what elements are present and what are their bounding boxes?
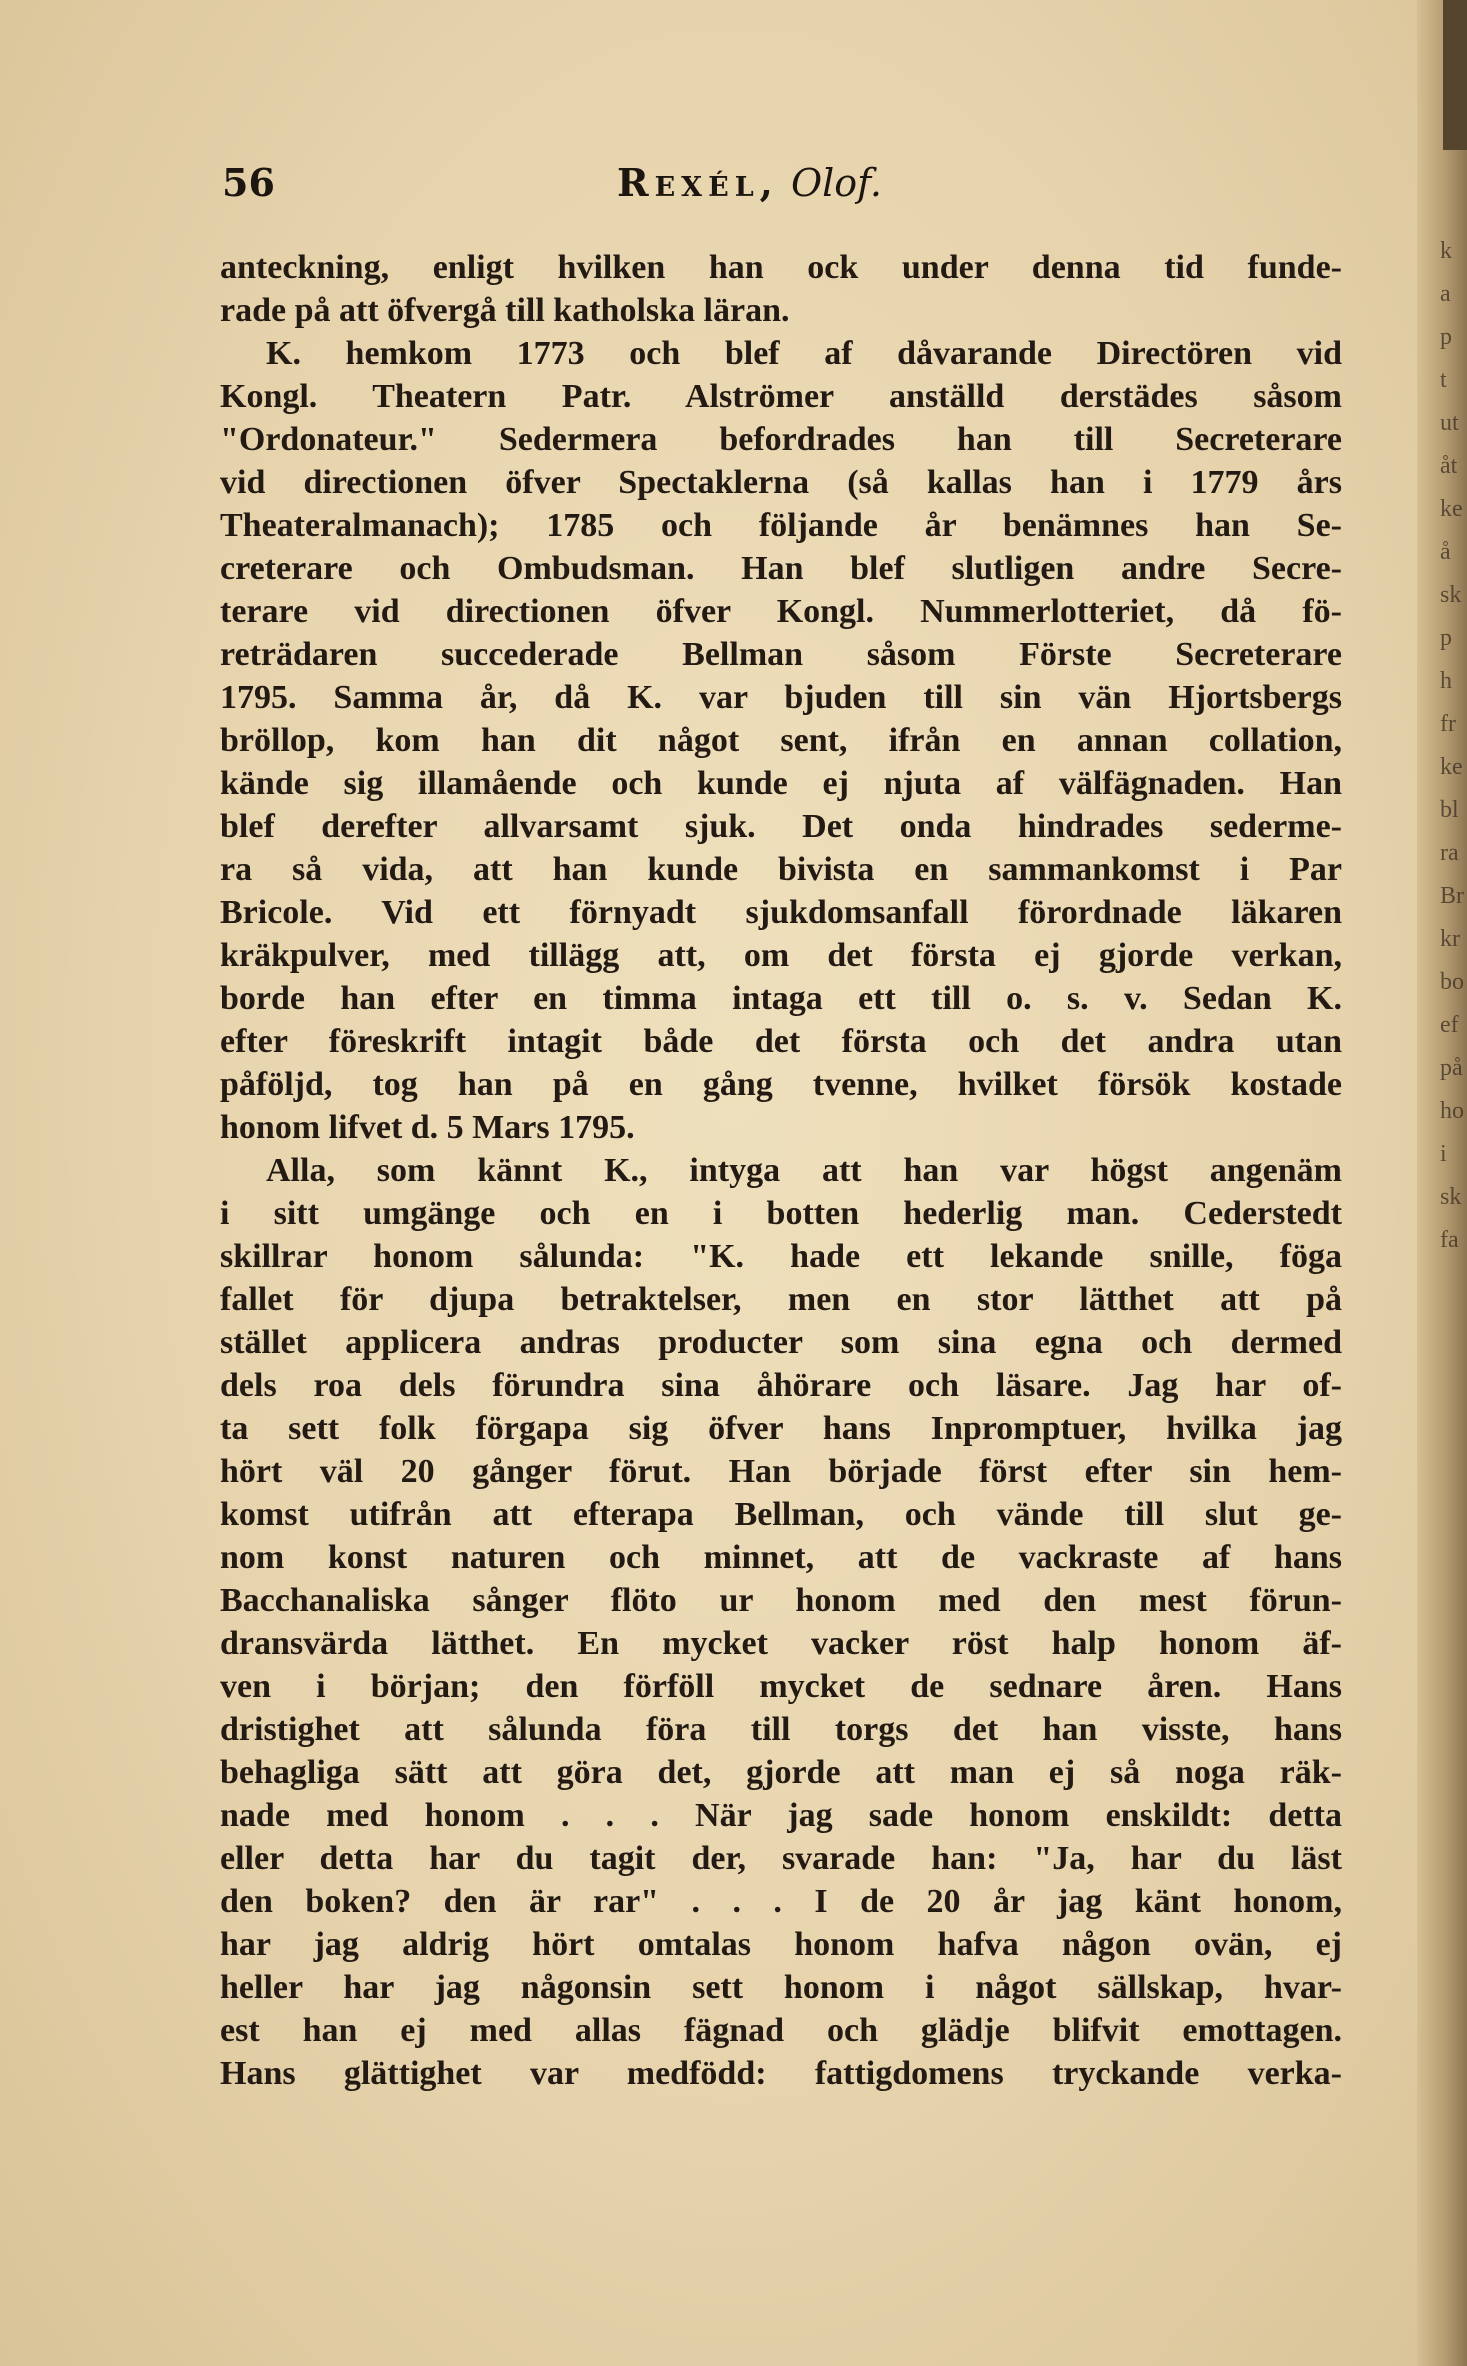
text-line: Alla, som kännt K., intyga att han var högst angenäm [266, 1152, 1342, 1189]
text-line: hört väl 20 gånger förut. Han började först efter sin hem- [220, 1453, 1342, 1490]
running-head-surname: Rexél, [617, 160, 779, 205]
text-line: behagliga sätt att göra det, gjorde att man ej så noga räk- [220, 1754, 1342, 1791]
margin-mark: k [1440, 238, 1452, 264]
text-line: blef derefter allvarsamt sjuk. Det onda hindrades sederme- [220, 808, 1342, 845]
margin-mark: sk [1440, 582, 1462, 608]
text-line: reträdaren succederade Bellman såsom Förste Secreterare [220, 636, 1342, 673]
text-line: honom lifvet d. 5 Mars 1795. [220, 1109, 635, 1146]
text-line: påföljd, tog han på en gång tvenne, hvilket försök kostade [220, 1066, 1342, 1103]
text-line: Bricole. Vid ett förnyadt sjukdomsanfall förordnade läkaren [220, 894, 1342, 931]
margin-mark: bo [1440, 969, 1464, 995]
text-line: "Ordonateur." Sedermera befordrades han till Secreterare [220, 421, 1342, 458]
text-line: skillrar honom sålunda: "K. hade ett lekande snille, föga [220, 1238, 1342, 1275]
text-line: stället applicera andras producter som sina egna och dermed [220, 1324, 1342, 1361]
margin-mark: fr [1440, 711, 1456, 737]
margin-mark: fa [1440, 1227, 1459, 1253]
margin-mark: i [1440, 1141, 1447, 1167]
page-number: 56 [222, 160, 275, 205]
margin-mark: bl [1440, 797, 1459, 823]
running-head [617, 160, 882, 205]
text-line: bröllop, kom han dit något sent, ifrån en annan collation, [220, 722, 1342, 759]
text-line: kände sig illamående och kunde ej njuta af välfägnaden. Han [220, 765, 1342, 802]
margin-mark: på [1440, 1055, 1463, 1081]
margin-mark: p [1440, 625, 1452, 651]
margin-mark: åt [1440, 453, 1458, 479]
text-line: creterare och Ombudsman. Han blef slutligen andre Secre- [220, 550, 1342, 587]
margin-mark: Br [1440, 883, 1464, 909]
text-line: nade med honom . . . När jag sade honom enskildt: detta [220, 1797, 1342, 1834]
margin-mark: ke [1440, 754, 1463, 780]
text-line: dransvärda lätthet. En mycket vacker röst halp honom äf- [220, 1625, 1342, 1662]
text-line: 1795. Samma år, då K. var bjuden till sin vän Hjortsbergs [220, 679, 1342, 716]
text-line: vid directionen öfver Spectaklerna (så kallas han i 1779 års [220, 464, 1342, 501]
text-line: den boken? den är rar" . . . I de 20 år jag känt honom, [220, 1883, 1342, 1920]
body-text [220, 246, 1342, 2095]
text-line: Bacchanaliska sånger flöto ur honom med den mest förun- [220, 1582, 1342, 1619]
text-line: Theateralmanach); 1785 och följande år benämnes han Se- [220, 507, 1342, 544]
margin-mark: a [1440, 281, 1451, 307]
margin-mark: p [1440, 324, 1452, 350]
facing-page-bleed-through [1440, 230, 1464, 1830]
margin-mark: ke [1440, 496, 1463, 522]
page-header [222, 160, 1332, 220]
text-line: ta sett folk förgapa sig öfver hans Inpromptuer, hvilka jag [220, 1410, 1342, 1447]
text-line: borde han efter en timma intaga ett till o. s. v. Sedan K. [220, 980, 1342, 1017]
text-line: ven i början; den förföll mycket de sednare åren. Hans [220, 1668, 1342, 1705]
margin-mark: å [1440, 539, 1451, 565]
text-line: kräkpulver, med tillägg att, om det första ej gjorde verkan, [220, 937, 1342, 974]
margin-mark: ra [1440, 840, 1459, 866]
text-line: Hans glättighet var medfödd: fattigdomens tryckande verka- [220, 2055, 1342, 2092]
text-line: har jag aldrig hört omtalas honom hafva någon ovän, ej [220, 1926, 1342, 1963]
text-line: i sitt umgänge och en i botten hederlig man. Cederstedt [220, 1195, 1342, 1232]
margin-mark: ho [1440, 1098, 1464, 1124]
text-line: efter föreskrift intagit både det första och det andra utan [220, 1023, 1342, 1060]
text-line: dristighet att sålunda föra till torgs det han visste, hans [220, 1711, 1342, 1748]
margin-mark: kr [1440, 926, 1460, 952]
margin-mark: t [1440, 367, 1447, 393]
margin-mark: ut [1440, 410, 1459, 436]
text-line: K. hemkom 1773 och blef af dåvarande Directören vid [266, 335, 1342, 372]
text-line: komst utifrån att efterapa Bellman, och vände till slut ge- [220, 1496, 1342, 1533]
text-line: est han ej med allas fägnad och glädje blifvit emottagen. [220, 2012, 1342, 2049]
text-line: terare vid directionen öfver Kongl. Nummerlotteriet, då fö- [220, 593, 1342, 630]
text-line: Kongl. Theatern Patr. Alströmer anställd derstädes såsom [220, 378, 1342, 415]
text-line: dels roa dels förundra sina åhörare och läsare. Jag har of- [220, 1367, 1342, 1404]
margin-mark: sk [1440, 1184, 1462, 1210]
text-line: heller har jag någonsin sett honom i något sällskap, hvar- [220, 1969, 1342, 2006]
text-line: anteckning, enligt hvilken han ock under denna tid funde- [220, 249, 1342, 286]
margin-mark: ef [1440, 1012, 1459, 1038]
text-line: fallet för djupa betraktelser, men en stor lätthet att på [220, 1281, 1342, 1318]
text-line: rade på att öfvergå till katholska läran. [220, 292, 790, 329]
text-line: ra så vida, att han kunde bivista en sammankomst i Par [220, 851, 1342, 888]
margin-mark: h [1440, 668, 1452, 694]
binding-shadow [1443, 0, 1467, 150]
running-head-given-name: Olof. [791, 161, 882, 205]
text-line: nom konst naturen och minnet, att de vackraste af hans [220, 1539, 1342, 1576]
text-line: eller detta har du tagit der, svarade han: "Ja, har du läst [220, 1840, 1342, 1877]
